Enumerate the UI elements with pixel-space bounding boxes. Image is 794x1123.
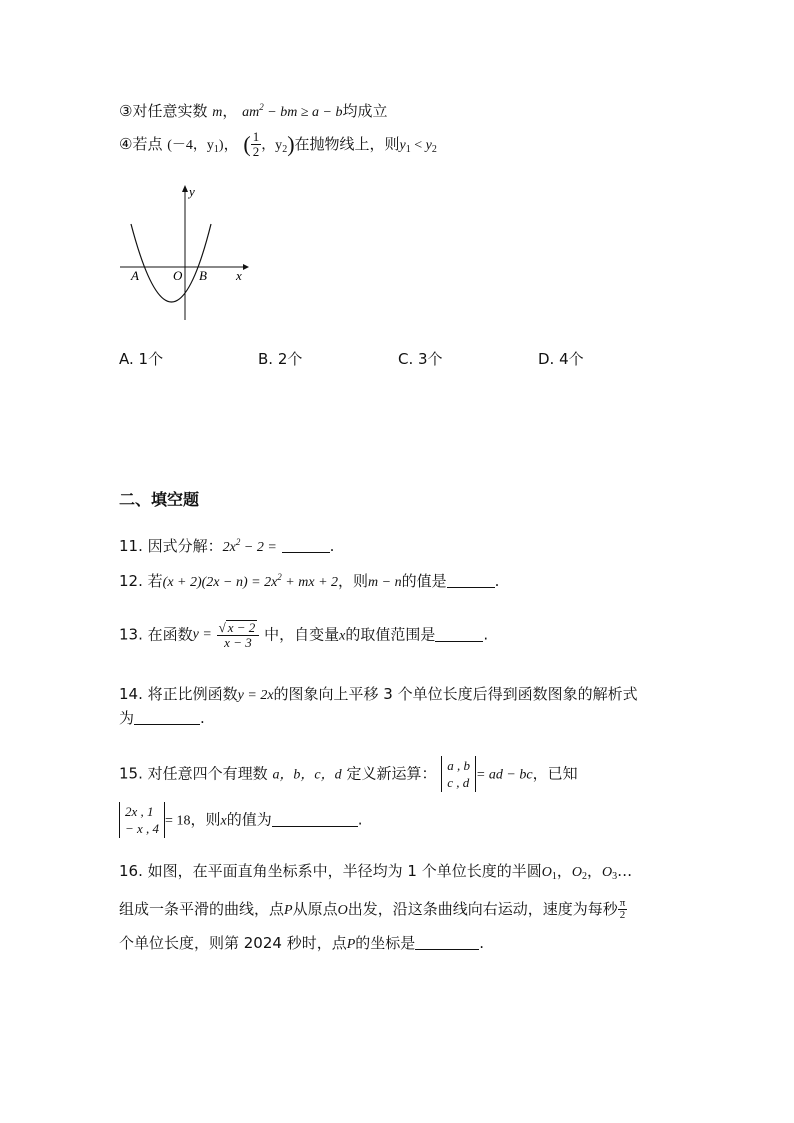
q14-answer-blank[interactable] (134, 710, 200, 725)
item3-label: ③对任意实数 (119, 102, 208, 120)
option-a[interactable]: A. 1个 (119, 350, 164, 368)
q10-item4: ④若点 (－4，$y_1$)， ( $\frac{1}{2}$ ，$y_2$)在抛物线上，则$y_1 < y_2$ (119, 129, 437, 159)
q10-item3: ③对任意实数 m， $am^2$ − bm ≥ a − b均成立 (119, 102, 388, 120)
section-title: 二、填空题 (119, 490, 200, 509)
q12-mn: m − n (368, 575, 402, 590)
label-B: B (199, 268, 207, 283)
point-2: ( $\frac{1}{2}$ ，$y_2$) (243, 129, 295, 159)
q16-number: 16. (119, 862, 143, 880)
question-14-line2: 为 . (119, 709, 205, 727)
item3-var: m (212, 105, 223, 120)
item3-inequality: $am^2$ − bm ≥ a − b (242, 102, 343, 120)
q14-number: 14. (119, 685, 143, 703)
question-14-line1: 14. 将正比例函数y = 2x的图象向上平移 3 个单位长度后得到函数图象的解析式 (119, 685, 638, 703)
x-axis-arrow (243, 264, 249, 270)
question-16-line3: 个单位长度，则第 2024 秒时，点P的坐标是 . (119, 934, 485, 952)
label-A: A (131, 268, 139, 283)
q11-answer-blank[interactable] (282, 538, 330, 553)
y2-var: y (425, 138, 432, 153)
item3-tail: 均成立 (342, 102, 388, 120)
q13-y: y = (192, 627, 212, 642)
label-y: y (189, 184, 195, 199)
point-1: (－4，$y_1$) (167, 138, 224, 155)
option-b[interactable]: B. 2个 (258, 350, 303, 368)
question-11: 11. 因式分解：$2x^2 - 2$ = . (119, 537, 335, 555)
q11-expr: $2x^2 - 2$ = (222, 537, 277, 555)
parabola-graph (115, 180, 255, 330)
option-c[interactable]: C. 3个 (398, 350, 443, 368)
q15-number: 15. (119, 764, 143, 783)
q14-expr: y = 2x (237, 688, 274, 703)
parabola-curve (131, 224, 211, 302)
label-x: x (236, 268, 242, 283)
q15-determinant-given: 2x , 1 − x , 4 (119, 802, 165, 838)
q16-answer-blank[interactable] (415, 935, 479, 950)
q15-vars: a，b，c，d (272, 767, 342, 783)
y-axis-arrow (182, 185, 188, 192)
question-13: 13. 在函数y = $\frac{√ x - 2}{x - 3}$ 中，自变量x的取值范围是 . (119, 620, 489, 650)
question-12: 12. 若$(x + 2)(2x - n) = 2x^2$ + mx + 2，则m − n的值是 . (119, 572, 500, 590)
q16-pi-over-2: $\frac{\pi}{2}$ (619, 897, 626, 921)
q13-number: 13. (119, 625, 143, 644)
question-15-line1: 15. 对任意四个有理数 a，b，c，d 定义新运算： a , b c , d = ad − bc，已知 (119, 758, 578, 790)
q13-fraction: $\frac{√ x - 2}{x - 3}$ (217, 620, 260, 650)
q13-answer-blank[interactable] (435, 627, 483, 642)
q11-number: 11. (119, 537, 143, 555)
q15-answer-blank[interactable] (272, 812, 358, 827)
question-15-line2: 2x , 1 − x , 4 = 18，则x的值为 . (119, 802, 362, 838)
option-d[interactable]: D. 4个 (538, 350, 584, 368)
q12-number: 12. (119, 572, 143, 590)
q12-expr: $(x + 2)(2x - n) = 2x^2$ + mx + 2 (162, 572, 339, 590)
y1-var: y (399, 138, 406, 153)
label-O: O (173, 268, 183, 283)
item4-label: ④若点 (119, 135, 163, 153)
q12-answer-blank[interactable] (447, 573, 495, 588)
q15-determinant-def: a , b c , d (441, 756, 476, 792)
item4-mid: 在抛物线上，则 (294, 135, 400, 153)
question-16-line1: 16. 如图，在平面直角坐标系中，半径均为 1 个单位长度的半圆$O_1$，$O_2$，$O_3\dots$ (119, 862, 633, 882)
question-16-line2: 组成一条平滑的曲线，点P从原点O出发，沿这条曲线向右运动，速度为每秒 $\frac{\pi}{2}$ (119, 897, 626, 921)
